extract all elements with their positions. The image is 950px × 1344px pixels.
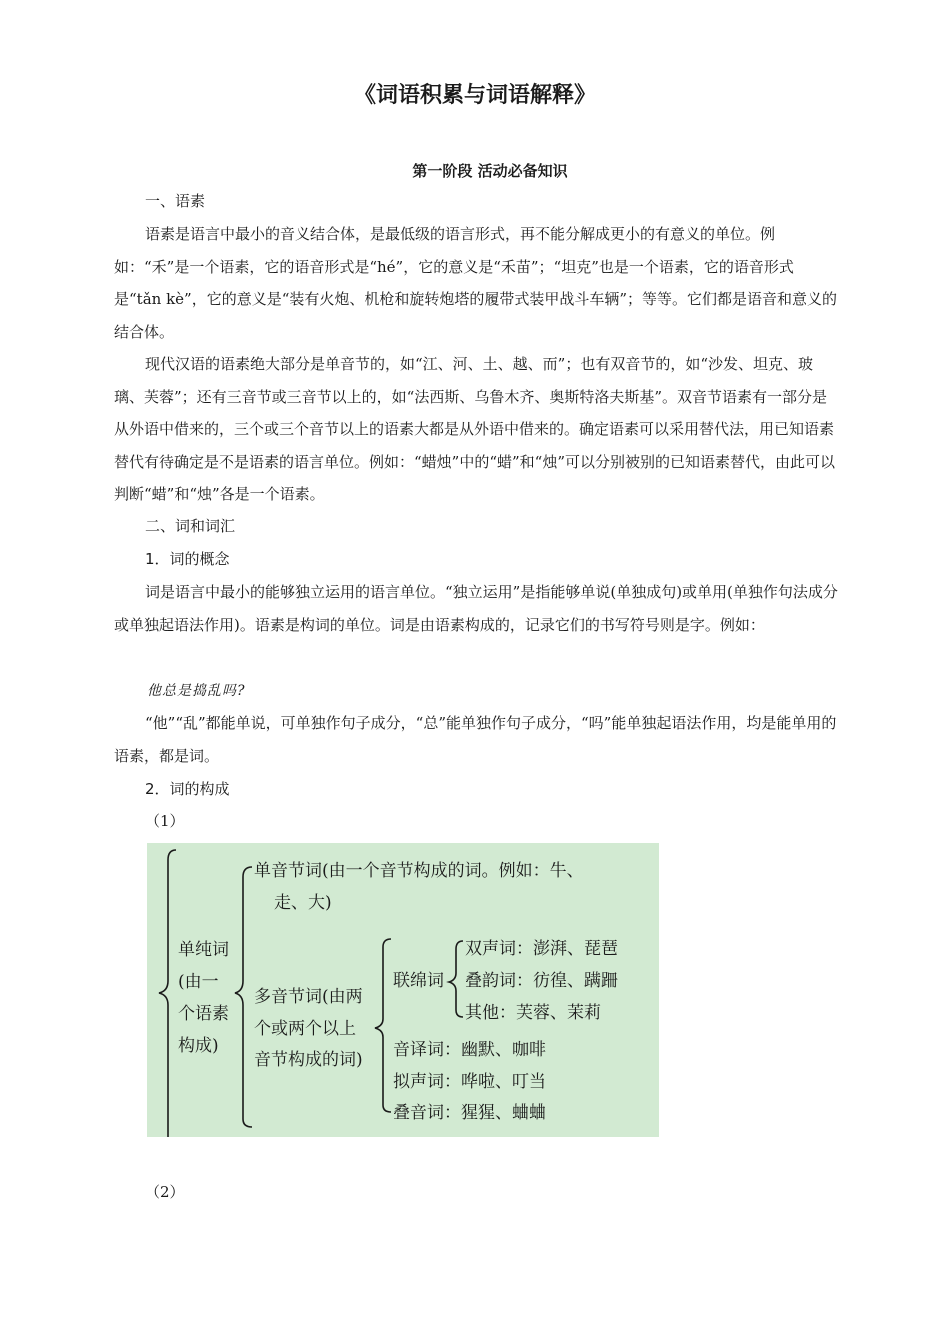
node-monosyllabic-line2: 走、大): [274, 893, 332, 913]
node-polysyllabic-line1: 多音节词(由两: [254, 987, 363, 1007]
heading-morpheme: 一、语素: [145, 192, 206, 210]
label-one: （1）: [145, 812, 185, 830]
example-sentence: 他总是捣乱吗?: [147, 683, 246, 699]
node-simple-word-line1: 单纯词: [178, 940, 229, 960]
paragraph-morpheme-syllables: 现代汉语的语素绝大部分是单音节的，如“江、河、土、越、而”；也有双音节的，如“沙发、坦克、玻璃、芙蓉”；还有三音节或三音节以上的，如“法西斯、乌鲁木齐、奥斯特洛夫斯基”。双音节语素有一部分是从外语中借来的，三个或三个音节以上的语素大都是从外语中借来的。确定语素可以采用替代法，用已知语素替代有待确定是不是语素的语言单位。例如：“蜡烛”中的“蜡”和“烛”可以分别被别的已知语素替代，由此可以判断“蜡”和“烛”各是一个语素。: [114, 355, 836, 504]
node-simple-word-line4: 构成): [178, 1036, 219, 1056]
paragraph-morpheme-definition: 语素是语言中最小的音义结合体，是最低级的语言形式，再不能分解成更小的有意义的单位。例如：“禾”是一个语素，它的语音形式是“hé”，它的意义是“禾苗”；“坦克”也是一个语素，它的语音形式是“tǎn kè”，它的意义是“装有火炮、机枪和旋转炮塔的履带式装甲战斗车辆”；等等。它们都是语音和意义的结合体。: [114, 225, 838, 341]
node-nisheng: 拟声词：哗啦、叮当: [393, 1072, 546, 1092]
heading-word-concept: 1．词的概念: [145, 550, 230, 568]
node-polysyllabic-line3: 音节构成的词): [254, 1050, 363, 1070]
node-dieyin: 叠音词：猩猩、蛐蛐: [393, 1103, 546, 1123]
node-dieyun: 叠韵词：彷徨、蹒跚: [465, 971, 618, 991]
section-stage-title: 第一阶段 活动必备知识: [412, 162, 568, 180]
node-monosyllabic-line1: 单音节词(由一个音节构成的词。例如：牛、: [254, 861, 584, 881]
node-yinyi: 音译词：幽默、咖啡: [393, 1040, 546, 1060]
node-qita: 其他：芙蓉、茉莉: [465, 1003, 601, 1023]
label-two: （2）: [145, 1183, 185, 1201]
paragraph-word-concept: 词是语言中最小的能够独立运用的语言单位。“独立运用”是指能够单说(单独成句)或单用(单独作句法成分或单独起语法作用)。语素是构词的单位。词是由语素构成的，记录它们的书写符号则是字。例如：: [114, 583, 838, 634]
simple-word-classification-diagram: [147, 843, 659, 1137]
root-brace: [159, 850, 176, 1137]
node-polysyllabic-line2: 个或两个以上: [254, 1019, 356, 1039]
mono-poly-brace: [235, 867, 252, 1127]
poly-brace: [375, 939, 391, 1112]
node-lianmian: 联绵词: [393, 971, 444, 991]
heading-word-vocabulary: 二、词和词汇: [145, 517, 236, 535]
document-title: 《词语积累与词语解释》: [353, 83, 596, 108]
paragraph-word-explanation: “他”“乱”都能单说，可单独作句子成分，“总”能单独作句子成分，“吗”能单独起语法作用，均是能单用的语素，都是词。: [114, 714, 837, 765]
node-shuangsheng: 双声词：澎湃、琵琶: [465, 939, 618, 959]
node-simple-word-line3: 个语素: [178, 1004, 229, 1024]
heading-word-formation: 2．词的构成: [145, 780, 230, 798]
lianmian-brace: [449, 941, 463, 1017]
node-simple-word-line2: (由一: [178, 972, 219, 992]
